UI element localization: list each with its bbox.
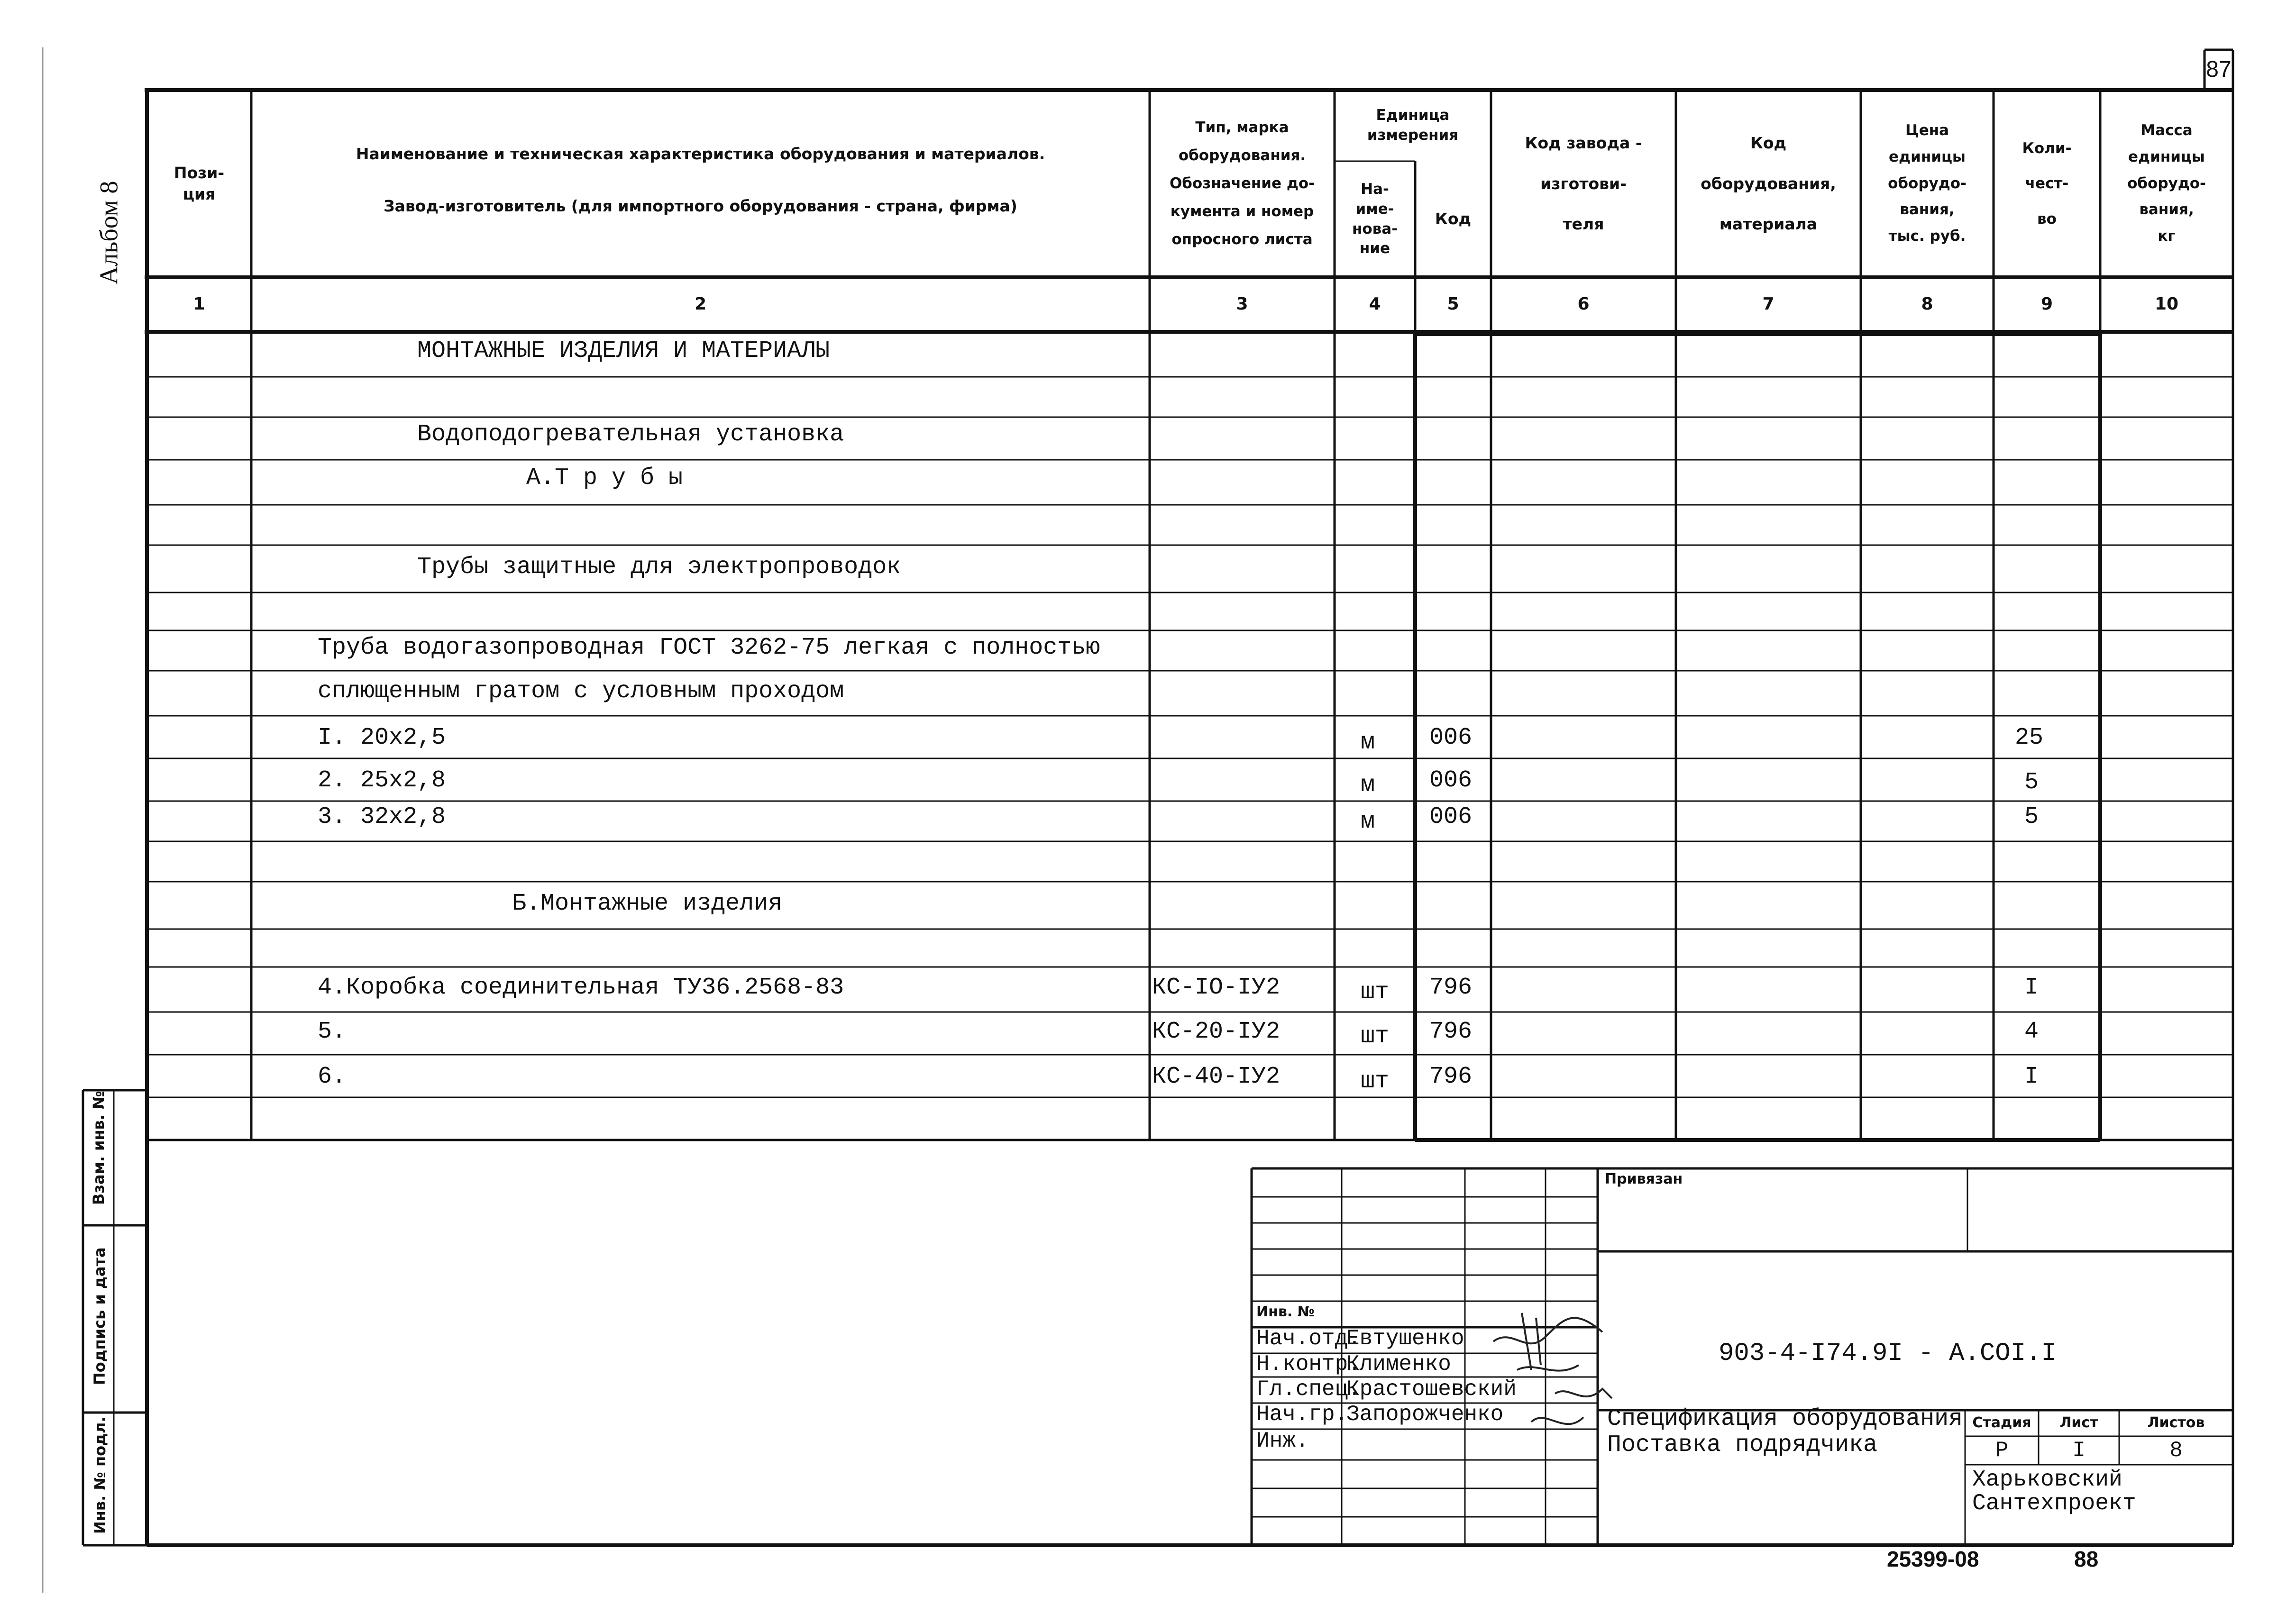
table-row-name: Трубы защитные для электропроводок	[417, 554, 901, 581]
page-number: 87	[2206, 57, 2232, 82]
role-name: Запорожченко	[1346, 1402, 1504, 1427]
inv-no-label: Инв. №	[1256, 1304, 1315, 1320]
organization-line2: Сантехпроект	[1972, 1491, 2136, 1516]
col-number: 5	[1447, 294, 1459, 314]
list-label: Лист	[2059, 1414, 2098, 1432]
table-row-unit: шт	[1361, 979, 1390, 1006]
role-label: Н.контр.	[1256, 1352, 1361, 1377]
listov-value: 8	[2169, 1438, 2183, 1463]
role-name: Крастошевский	[1346, 1377, 1517, 1402]
role-label: Инж.	[1256, 1429, 1309, 1453]
header-unit-code: Код	[1435, 210, 1472, 228]
table-row-unit: м	[1361, 772, 1375, 799]
table-row-unit: м	[1361, 729, 1375, 756]
stadiya-value: Р	[1995, 1438, 2009, 1463]
header-unit-group: Единица измерения	[1367, 107, 1459, 144]
col-number: 3	[1236, 294, 1248, 314]
table-row-name: сплющенным гратом с условным проходом	[318, 678, 844, 705]
document-title-line1: Спецификация оборудования	[1607, 1405, 1963, 1432]
table-row-code: 006	[1429, 803, 1473, 830]
header-equipment-code: Код оборудования, материала	[1701, 133, 1836, 234]
footer-code: 25399-08	[1887, 1547, 1979, 1571]
table-row-code: 796	[1429, 974, 1473, 1001]
role-label: Гл.спец.	[1256, 1377, 1361, 1402]
table-row-name: 6.	[318, 1063, 347, 1090]
table-row-unit: шт	[1361, 1068, 1390, 1095]
role-name: Клименко	[1346, 1352, 1451, 1377]
col-number: 7	[1762, 294, 1775, 314]
list-value: I	[2072, 1438, 2086, 1463]
table-row-code: 796	[1429, 1018, 1473, 1045]
table-row-qty: I	[2024, 974, 2039, 1001]
table-row-qty: 5	[2024, 769, 2039, 796]
col-number: 1	[193, 294, 205, 314]
header-factory-code: Код завода - изготови- теля	[1525, 133, 1642, 234]
header-position: Пози- ция	[174, 163, 225, 203]
header-type: Тип, марка оборудования. Обозначение до- кумента и номер опросного листа	[1169, 119, 1315, 248]
col-number: 9	[2040, 294, 2053, 314]
table-row-name: 4.Коробка соединительная ТУ36.2568-83	[318, 974, 844, 1001]
header-price: Цена единицы оборудо- вания, тыс. руб.	[1888, 122, 1967, 245]
table-row-name: Водоподогревательная установка	[417, 421, 844, 448]
col-number: 4	[1369, 294, 1381, 314]
table-row-name: МОНТАЖНЫЕ ИЗДЕЛИЯ И МАТЕРИАЛЫ	[417, 337, 830, 365]
header-unit-name: На- име- нова- ние	[1352, 180, 1398, 257]
table-row-unit: м	[1361, 808, 1375, 835]
organization-line1: Харьковский	[1972, 1467, 2122, 1493]
table-row-code: 006	[1429, 724, 1473, 751]
album-label: Альбом 8	[94, 181, 123, 285]
document-title-line2: Поставка подрядчика	[1607, 1432, 1878, 1459]
header-mass: Масса единицы оборудо- вания, кг	[2127, 122, 2206, 245]
table-row-type: КС-40-IУ2	[1152, 1063, 1281, 1090]
table-row-unit: шт	[1361, 1023, 1390, 1050]
privyazan-label: Привязан	[1605, 1171, 1683, 1187]
table-row-qty: 4	[2024, 1018, 2039, 1045]
table-row-qty: I	[2024, 1063, 2039, 1090]
role-label: Нач.отд.	[1256, 1326, 1361, 1351]
table-row-code: 006	[1429, 767, 1473, 794]
table-row-name: 5.	[318, 1018, 347, 1045]
stamp-inv-podl: Инв. № подл.	[91, 1416, 109, 1534]
table-row-qty: 5	[2024, 803, 2039, 830]
footer-page: 88	[2074, 1547, 2099, 1571]
table-row-qty: 25	[2015, 724, 2044, 751]
col-number: 6	[1577, 294, 1590, 314]
header-name-line1: Наименование и техническая характеристика оборудования и материалов.	[356, 145, 1045, 163]
header-quantity: Коли- чест- во	[2022, 139, 2072, 228]
table-row-name: 2. 25x2,8	[318, 767, 446, 794]
role-name: Евтушенко	[1346, 1326, 1464, 1351]
table-row-name: Труба водогазопроводная ГОСТ 3262-75 легкая с полностью	[318, 634, 1100, 661]
table-row-name: I. 20x2,5	[318, 724, 446, 751]
col-number: 2	[694, 294, 707, 314]
table-row-name: 3. 32x2,8	[318, 803, 446, 830]
document-code: 903-4-I74.9I - А.СОI.I	[1719, 1339, 2057, 1368]
header-name-line2: Завод-изготовитель (для импортного оборудования - страна, фирма)	[384, 197, 1017, 215]
table-row-type: КС-IO-IУ2	[1152, 974, 1281, 1001]
listov-label: Листов	[2147, 1414, 2205, 1432]
col-number: 8	[1921, 294, 1933, 314]
signatures	[1460, 1299, 1617, 1441]
table-row-name: Б.Монтажные изделия	[512, 890, 783, 917]
stamp-vzam-inv: Взам. инв. №	[90, 1091, 108, 1205]
stadiya-label: Стадия	[1972, 1414, 2031, 1432]
stamp-podpis-data: Подпись и дата	[91, 1247, 109, 1385]
col-number: 10	[2154, 294, 2179, 314]
table-row-name: А.Т р у б ы	[526, 465, 683, 492]
table-row-type: КС-20-IУ2	[1152, 1018, 1281, 1045]
role-label: Нач.гр.	[1256, 1402, 1348, 1427]
table-row-code: 796	[1429, 1063, 1473, 1090]
